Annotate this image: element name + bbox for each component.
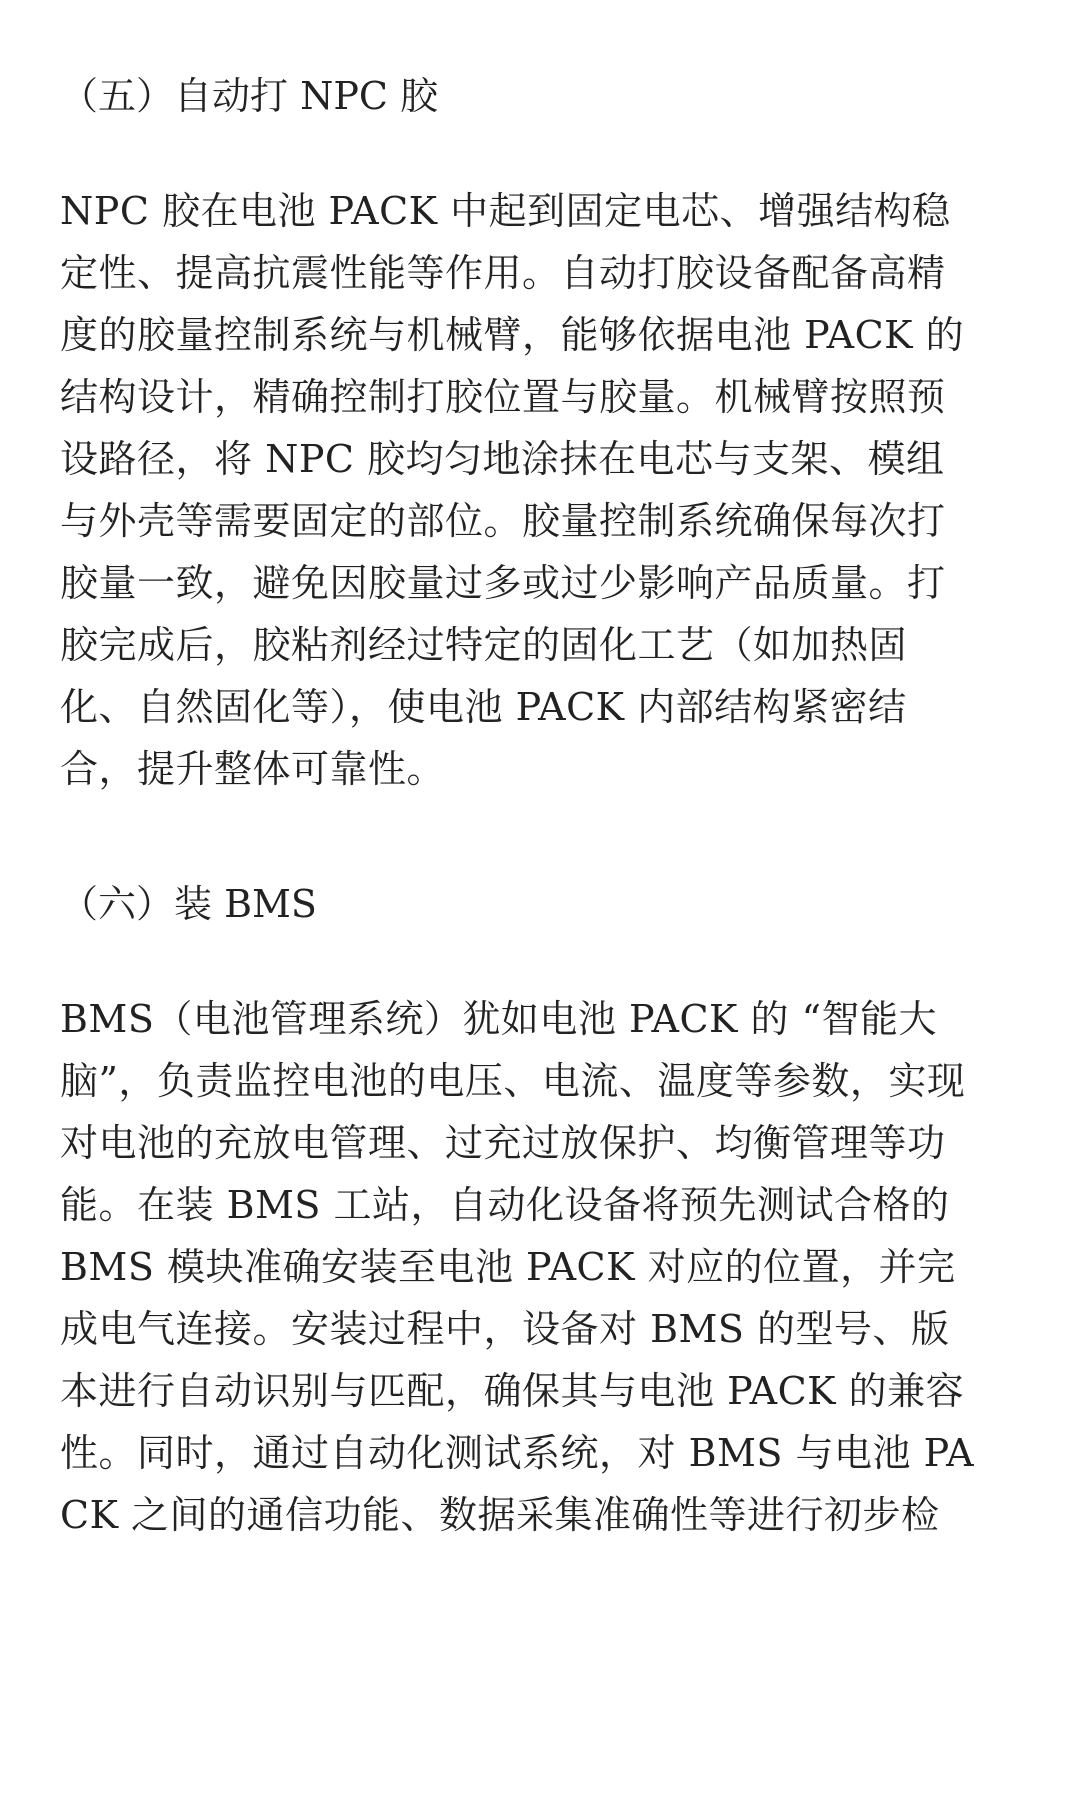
paragraph-line: 对电池的充放电管理、过充过放保护、均衡管理等功 [60,1121,946,1165]
paragraph-line: 本进行自动识别与匹配，确保其与电池 PACK 的兼容 [60,1369,965,1413]
paragraph-line: 成电气连接。安装过程中，设备对 BMS 的型号、版 [60,1307,950,1351]
paragraph-line: BMS 模块准确安装至电池 PACK 对应的位置，并完 [60,1245,956,1289]
paragraph-line: 度的胶量控制系统与机械臂，能够依据电池 PACK 的 [60,313,965,357]
paragraph-line: 脑”，负责监控电池的电压、电流、温度等参数，实现 [60,1059,966,1103]
paragraph-line: 胶完成后，胶粘剂经过特定的固化工艺（如加热固 [60,623,908,667]
section-heading-bms: （六）装 BMS [60,882,317,926]
paragraph-line: 设路径，将 NPC 胶均匀地涂抹在电芯与支架、模组 [60,437,945,481]
paragraph-line: 与外壳等需要固定的部位。胶量控制系统确保每次打 [60,499,946,543]
paragraph-line: BMS（电池管理系统）犹如电池 PACK 的 “智能大 [60,997,938,1041]
paragraph-line: 性。同时，通过自动化测试系统，对 BMS 与电池 PA [60,1431,975,1475]
paragraph-line: NPC 胶在电池 PACK 中起到固定电芯、增强结构稳 [60,189,951,233]
paragraph-line: 能。在装 BMS 工站，自动化设备将预先测试合格的 [60,1183,950,1227]
paragraph-line: 定性、提高抗震性能等作用。自动打胶设备配备高精 [60,251,946,295]
paragraph-line: 化、自然固化等），使电池 PACK 内部结构紧密结 [60,685,907,729]
paragraph-line: 结构设计，精确控制打胶位置与胶量。机械臂按照预 [60,375,946,419]
section-heading-npc-glue: （五）自动打 NPC 胶 [60,74,439,118]
paragraph-line: 胶量一致，避免因胶量过多或过少影响产品质量。打 [60,561,946,605]
paragraph-line: 合，提升整体可靠性。 [60,747,446,791]
paragraph-line: CK 之间的通信功能、数据采集准确性等进行初步检 [60,1493,940,1537]
